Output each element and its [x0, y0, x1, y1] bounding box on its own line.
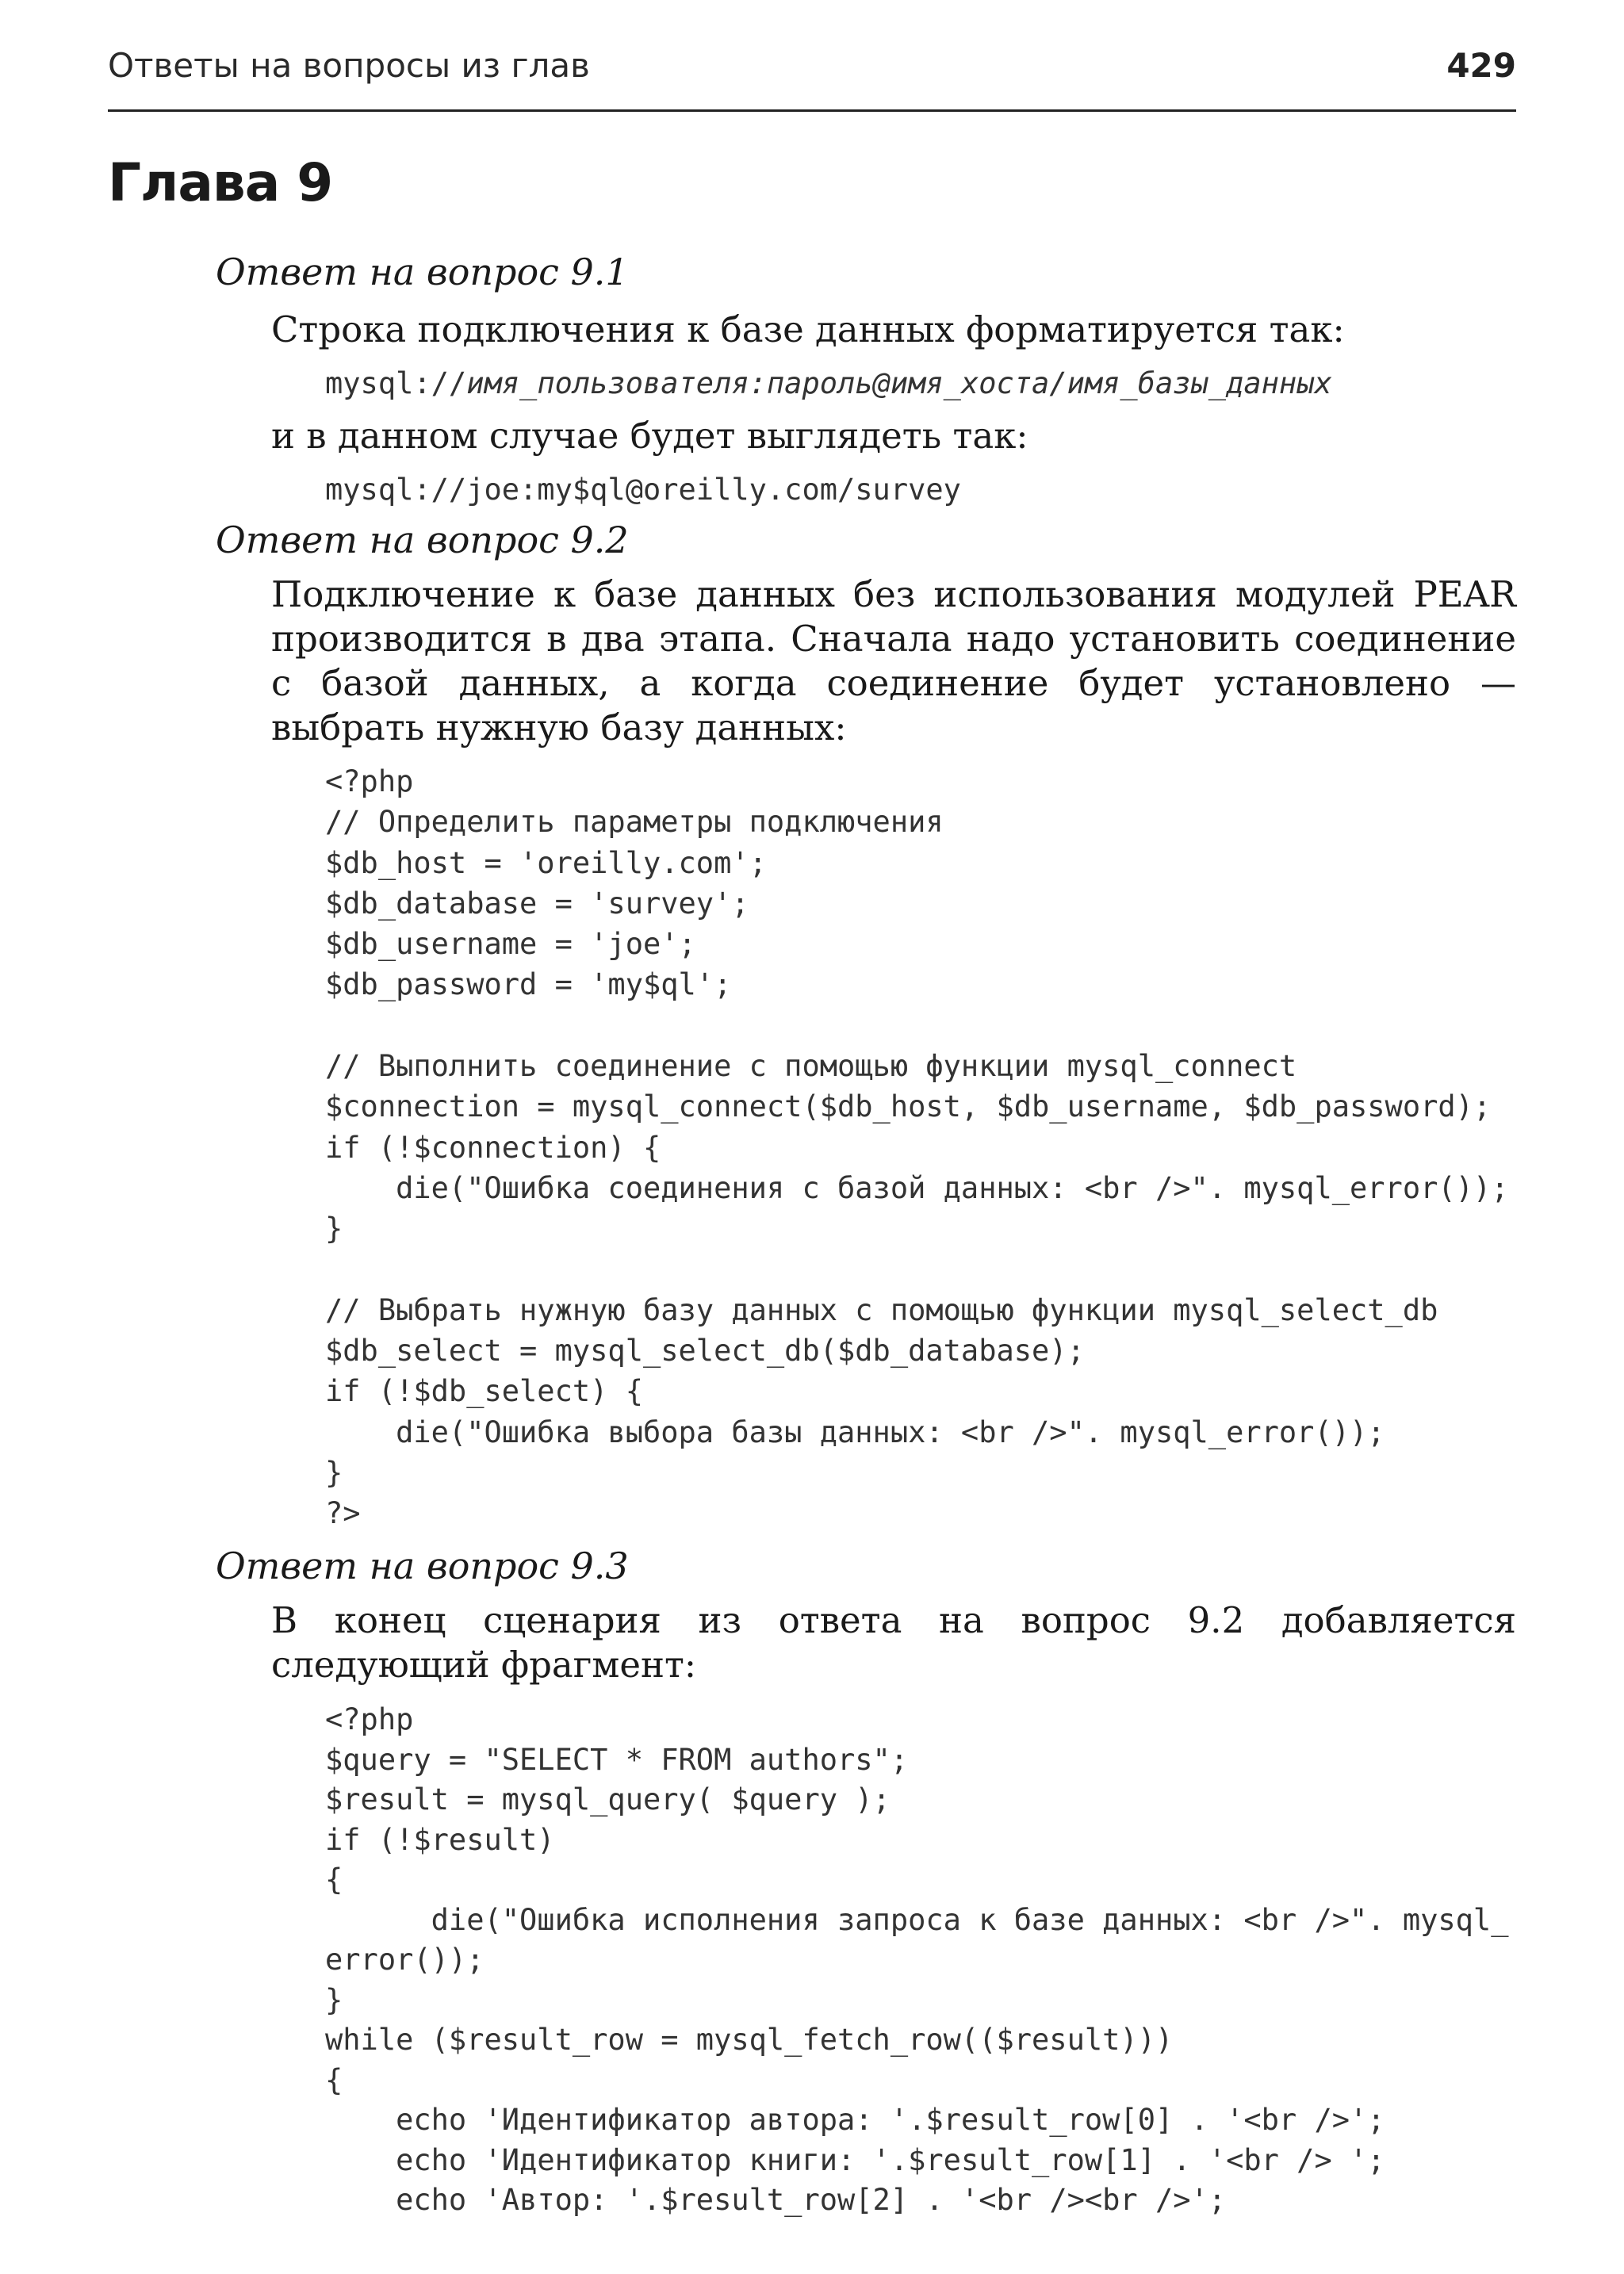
answer-heading-9-2: Ответ на вопрос 9.2 [216, 519, 629, 561]
code-line: // Выполнить соединение с помощью функции mysql_connect [325, 1049, 1297, 1084]
code-line: if (!$db_select) { [325, 1374, 643, 1409]
code-line: if (!$connection) { [325, 1130, 661, 1165]
code-line: // Определить параметры подключения [325, 805, 944, 840]
answer-9-3-text: В конец сценария из ответа на вопрос 9.2 добавляется следующий фрагмент: [271, 1599, 1516, 1686]
page-header [108, 46, 1516, 112]
answer-heading-9-3: Ответ на вопрос 9.3 [216, 1545, 629, 1587]
connection-string-example: mysql://joe:my$ql@oreilly.com/survey [325, 473, 961, 507]
page-number: 429 [1446, 46, 1516, 85]
code-line: echo 'Идентификатор автора: '.$result_row[0] . '<br />'; [325, 2103, 1385, 2137]
code-block-9-3 [325, 1700, 1516, 2221]
code-line: { [325, 1862, 343, 1897]
code-line: // Выбрать нужную базу данных с помощью функции mysql_select_db [325, 1292, 1438, 1327]
code-line: ?> [325, 1496, 361, 1531]
code-line: $db_password = 'my$ql'; [325, 967, 732, 1002]
code-line: while ($result_row = mysql_fetch_row(($result))) [325, 2023, 1174, 2057]
connection-string-template [325, 363, 1516, 404]
code-line: die("Ошибка выбора базы данных: <br />". mysql_error()); [325, 1415, 1385, 1449]
code-line: <?php [325, 1702, 414, 1736]
code-line: $db_database = 'survey'; [325, 886, 749, 921]
answer-9-1-intro: Строка подключения к базе данных форматируется так: [271, 308, 1345, 350]
answer-9-1-middle: и в данном случае будет выглядеть так: [271, 415, 1028, 457]
code-line [325, 1005, 1516, 1046]
code-line: if (!$result) [325, 1822, 555, 1857]
code-line: $db_username = 'joe'; [325, 927, 696, 962]
code-line [325, 1250, 1516, 1290]
code-line: <?php [325, 764, 414, 798]
chapter-title: Глава 9 [108, 152, 333, 213]
template-prefix: mysql:// [325, 366, 467, 400]
answer-heading-9-1: Ответ на вопрос 9.1 [216, 251, 629, 293]
code-line: $db_host = 'oreilly.com'; [325, 845, 767, 880]
code-line: $db_select = mysql_select_db($db_database); [325, 1334, 1085, 1369]
code-line: $connection = mysql_connect($db_host, $db_username, $db_password); [325, 1089, 1492, 1124]
running-title: Ответы на вопросы из глав [108, 46, 590, 85]
code-block-9-2 [325, 761, 1516, 1534]
code-line: die("Ошибка соединения с базой данных: <br />". mysql_error()); [325, 1170, 1509, 1205]
code-line: } [325, 1212, 343, 1246]
code-line: { [325, 2062, 343, 2097]
code-line: echo 'Автор: '.$result_row[2] . '<br /><br />'; [325, 2183, 1227, 2217]
code-line: $query = "SELECT * FROM authors"; [325, 1742, 909, 1777]
code-line: die("Ошибка исполнения запроса к базе данных: <br />". mysql_error()); [325, 1902, 1509, 1977]
template-placeholders: имя_пользователя:пароль@имя_хоста/имя_базы_данных [466, 366, 1332, 400]
code-line: } [325, 1982, 343, 2017]
code-line: } [325, 1456, 343, 1491]
code-line: $result = mysql_query( $query ); [325, 1782, 891, 1817]
answer-9-2-text: Подключение к базе данных без использования модулей PEAR производится в два этапа. Сначала надо установить соединение с базой данных, а когда соединение будет установлено — выбрать нужную базу данных: [271, 573, 1516, 748]
code-line: echo 'Идентификатор книги: '.$result_row[1] . '<br /> '; [325, 2142, 1385, 2177]
